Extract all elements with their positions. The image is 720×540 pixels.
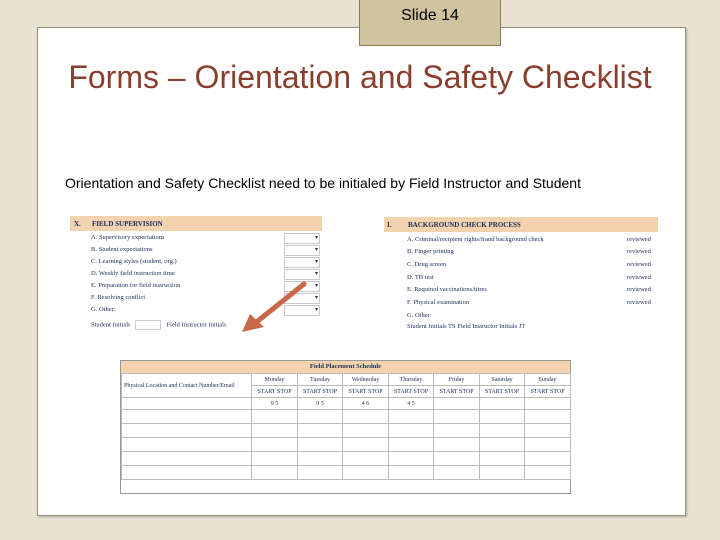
start-stop-label: START STOP [389, 386, 434, 398]
student-initials-label: Student Initials [91, 321, 131, 329]
slide-number-tab [359, 0, 501, 46]
schedule-table [121, 373, 571, 480]
start-stop-label: START STOP [298, 386, 343, 398]
checklist-row: C. Drug screen reviewed [407, 261, 651, 268]
location-cell[interactable] [122, 398, 252, 410]
checklist-row: G. Other: [407, 312, 432, 319]
status-value: reviewed [627, 261, 651, 268]
checklist-row: E. Required vaccinations/titres reviewed [407, 286, 651, 293]
background-check-form [384, 217, 658, 337]
checklist-row: B. Finger printing reviewed [407, 248, 651, 255]
checklist-row: G. Other: ▾ [70, 304, 322, 316]
checklist-row: D. Weekly field instruction time ▾ [70, 268, 322, 280]
status-value: reviewed [627, 286, 651, 293]
section-title: FIELD SUPERVISION [92, 220, 163, 228]
time-cell[interactable]: 9 5 [298, 398, 343, 410]
time-cell[interactable]: 9 5 [252, 398, 298, 410]
day-header: Wednesday [343, 374, 389, 386]
slide-title: Forms – Orientation and Safety Checklist [68, 59, 652, 95]
status-value: reviewed [627, 248, 651, 255]
day-header: Friday [434, 374, 480, 386]
slide-number-label: Slide 14 [401, 7, 459, 24]
time-cell[interactable] [525, 398, 571, 410]
table-row [122, 466, 571, 480]
initials-dropdown[interactable] [284, 257, 320, 268]
table-row [122, 410, 571, 424]
initials-footer: Student Initials TS Field Instructor Initials JT [407, 323, 526, 330]
checklist-row: F. Resolving conflict ▾ [70, 292, 322, 304]
pointer-arrow-icon [240, 280, 310, 335]
checklist-row: C. Learning styles (student, org.) ▾ [70, 256, 322, 268]
day-header: Thursday [389, 374, 434, 386]
field-instructor-initials-label: Field Instructor Initials [166, 321, 227, 329]
time-cell[interactable] [480, 398, 525, 410]
day-header: Monday [252, 374, 298, 386]
initials-dropdown[interactable] [284, 269, 320, 280]
location-header: Physical Location and Contact Number/Email [122, 374, 252, 398]
status-value: reviewed [627, 299, 651, 306]
time-cell[interactable]: 4 6 [343, 398, 389, 410]
table-row [122, 398, 571, 410]
checklist-row: E. Preparation for field instruction ▾ [70, 280, 322, 292]
checklist-row: A. Criminal/recipient rights/fraud background check reviewed [407, 236, 651, 243]
field-supervision-header [70, 216, 322, 231]
initials-footer [91, 320, 226, 330]
status-value: reviewed [627, 236, 651, 243]
field-placement-schedule [120, 360, 571, 494]
student-initials-field[interactable] [135, 320, 161, 330]
table-row [122, 424, 571, 438]
checklist-row: D. TB test reviewed [407, 274, 651, 281]
start-stop-label: START STOP [252, 386, 298, 398]
schedule-caption: Field Placement Schedule [121, 361, 570, 373]
start-stop-label: START STOP [480, 386, 525, 398]
checklist-row: B. Student expectations ▾ [70, 244, 322, 256]
initials-dropdown[interactable] [284, 233, 320, 244]
section-title: BACKGROUND CHECK PROCESS [408, 221, 521, 229]
start-stop-label: START STOP [525, 386, 571, 398]
time-cell[interactable]: 4 5 [389, 398, 434, 410]
initials-dropdown[interactable] [284, 245, 320, 256]
start-stop-label: START STOP [434, 386, 480, 398]
section-number: I. [387, 221, 392, 229]
table-row [122, 452, 571, 466]
checklist-row: A. Supervisory expectations ▾ [70, 232, 322, 244]
slide-subtitle: Orientation and Safety Checklist need to be initialed by Field Instructor and Student [65, 175, 581, 191]
status-value: reviewed [627, 274, 651, 281]
checklist-row: F. Physical examination reviewed [407, 299, 651, 306]
background-check-header [384, 217, 658, 232]
day-header: Saturday [480, 374, 525, 386]
time-cell[interactable] [434, 398, 480, 410]
section-number: X. [74, 220, 81, 228]
day-header: Tuesday [298, 374, 343, 386]
day-header: Sunday [525, 374, 571, 386]
table-row [122, 438, 571, 452]
table-header-row [122, 374, 571, 386]
start-stop-label: START STOP [343, 386, 389, 398]
